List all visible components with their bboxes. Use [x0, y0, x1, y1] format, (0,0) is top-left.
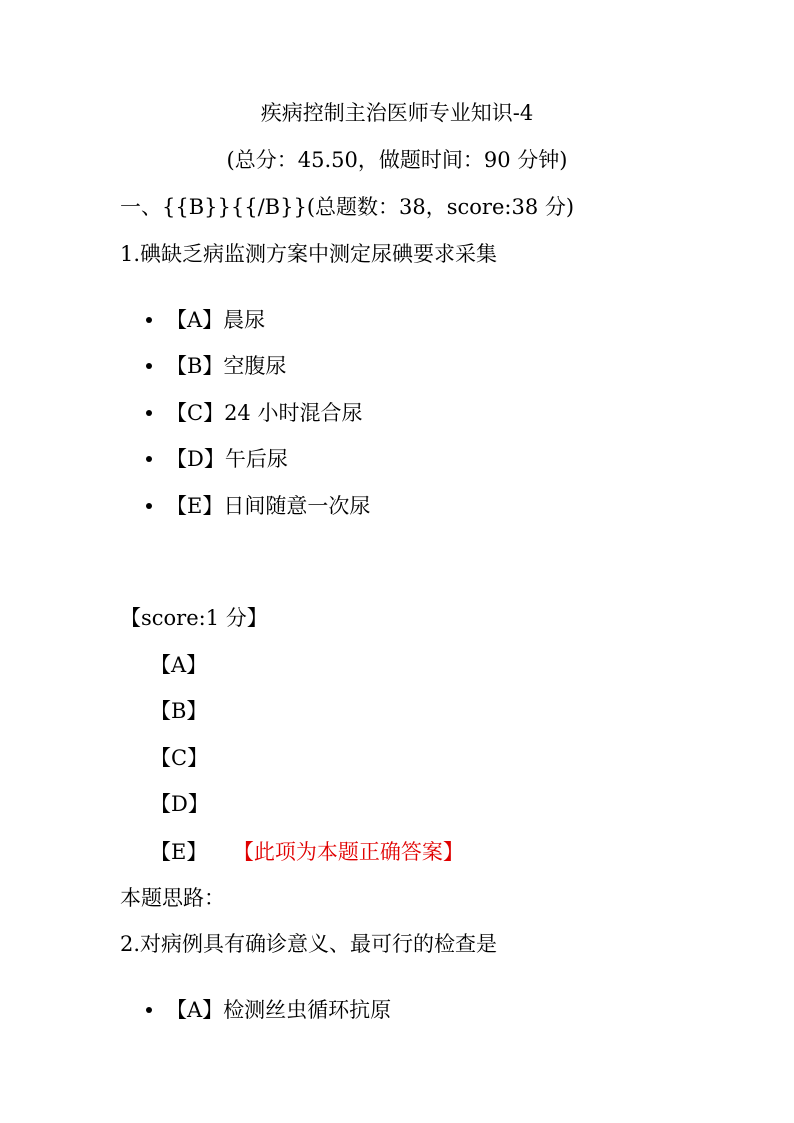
score-label: 【score:1 分】 [120, 606, 268, 630]
bullet-icon [146, 410, 152, 416]
option-item: 【B】空腹尿 [146, 352, 286, 380]
bullet-icon [146, 363, 152, 369]
question-2-stem: 2.对病例具有确诊意义、最可行的检查是 [120, 932, 498, 956]
section-heading: 一、{{B}}{{/B}}(总题数：38，score:38 分) [120, 195, 575, 219]
answer-item: 【D】 [150, 792, 209, 816]
bullet-icon [146, 317, 152, 323]
option-item: 【A】晨尿 [146, 306, 265, 334]
option-item: 【E】日间随意一次尿 [146, 492, 370, 520]
option-item: 【C】24 小时混合尿 [146, 399, 362, 427]
option-item: 【A】检测丝虫循环抗原 [146, 996, 391, 1024]
bullet-icon [146, 456, 152, 462]
page-subtitle: (总分：45.50，做题时间：90 分钟) [226, 148, 568, 172]
correct-answer-note: 【此项为本题正确答案】 [243, 840, 464, 864]
answer-item: 【B】 [150, 699, 208, 723]
option-item: 【D】午后尿 [146, 445, 288, 473]
question-1-stem: 1.碘缺乏病监测方案中测定尿碘要求采集 [120, 242, 498, 266]
page-title: 疾病控制主治医师专业知识-4 [260, 101, 534, 125]
bullet-icon [146, 1007, 152, 1013]
answer-item: 【C】 [150, 746, 209, 770]
answer-item: 【E】 【此项为本题正确答案】 [150, 840, 464, 864]
bullet-icon [146, 503, 152, 509]
thought-label: 本题思路： [120, 886, 225, 910]
answer-item: 【A】 [150, 653, 208, 677]
